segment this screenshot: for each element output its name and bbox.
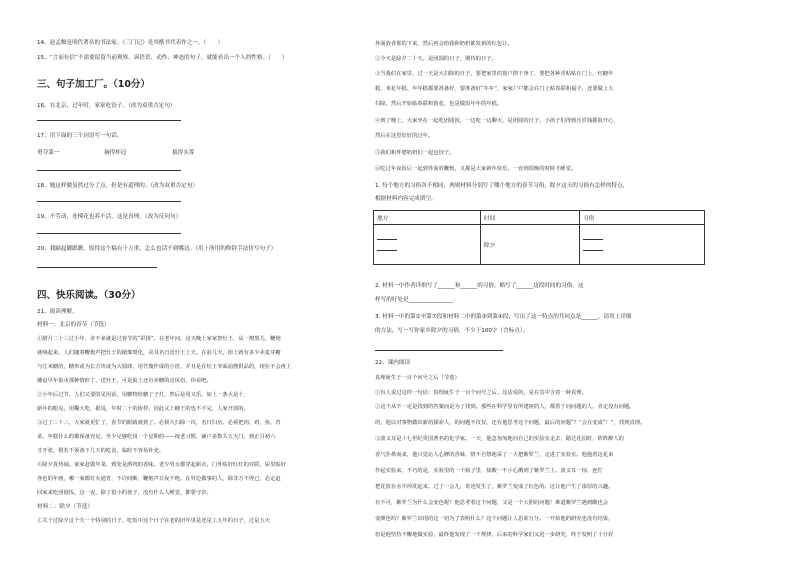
passage-line: 但是他坚持不懈地做实验，最终他发现了一个规律，后来的科学家们又进一步研究，终于发明了十分好 — [375, 532, 614, 538]
answer-line[interactable] — [37, 267, 157, 268]
table-header-time: 时间 — [481, 211, 580, 225]
passage-line: ①有人说过这样一句话：真理诞生于一百个问号之后。这话说的，是在其中含着一种真理。 — [375, 390, 587, 396]
q17-word-3: 拔得头筹 — [172, 150, 195, 156]
passage-line: ②今天是除夕二十天。是团圆的日子，期待的日子。 — [375, 56, 497, 62]
passage-line: 外面放者那的下来，然后再会给我和奶奶都发新的红包让。 — [375, 41, 513, 47]
right-column — [375, 0, 794, 562]
material-1-line: ②小年后过节，人们又要的见用话，用糖物给糖了子灯，然后是用又乐，如上一条大是十， — [37, 392, 249, 398]
answer-line[interactable] — [37, 120, 181, 121]
question-19: 19、不劳动，连棵花也养不活，这是真理。（改为反问句） — [37, 214, 182, 220]
question-22: 22、课内阅读 — [375, 360, 411, 366]
passage-line: ⑤我们和外婆奶奶们一起包饺子。 — [375, 150, 455, 156]
fill-blank[interactable] — [583, 245, 603, 251]
material-2-title: 材料二：除夕（节选） — [37, 504, 93, 510]
passage-line: 的，他以对事物做出新的探索人，的问题不仅仅，还有他思考这个问题，最后的问题“？”会在变成“！”，找到真理。 — [375, 420, 646, 426]
material-1-line: 各色的年画，哪一家都灯火通宵，不许间断，鞭炮声日夜不绝。在外边做事的人，除非万不得已，必定赶 — [37, 476, 281, 482]
q17-word-1: 勇夺第一 — [37, 150, 60, 156]
passage-line: 作起实验来，不巧的是，实验里的一个瓶子里，盐酸一不小心溅到了紫罗兰上。波义耳一惊，连忙 — [375, 468, 603, 474]
passage-line: 糕、米花年糕、年年糕都要准备好，要准备好“年年”，家家户户都会在门上贴春联和福字，还要做上大 — [375, 86, 614, 92]
answer-line[interactable] — [37, 201, 181, 202]
table-cell-place[interactable] — [374, 225, 481, 265]
question-18: 18、她这样做虽然过分了点，但是有道理的。（改为双重否定句） — [37, 183, 198, 189]
fill-blank[interactable] — [377, 245, 397, 251]
reading-question-3b: 的方法，写一写你家乡除夕的习俗，不少于100字（含标点）。 — [375, 328, 529, 334]
material-1-line: 才开张，假若不预备下几天的吃食，临时不容易补充。 — [37, 448, 165, 454]
table-cell-time: 除夕 — [481, 225, 580, 265]
section-3-title: 三、句子加工厂。（10分） — [37, 79, 150, 90]
fill-blank[interactable] — [583, 234, 603, 240]
passage-line: ④到了晚上，大家坐在一起吃团圆饭，一边吃一边聊天，是团圆的日子。小孩子们得到压岁钱都很开心， — [375, 118, 619, 124]
passage-line: ⑥吃过年夜饭后一起到外面放鞭炮，又都是大家新年快乐，一直到很晚的时候才睡觉。 — [375, 166, 577, 172]
passage-line: 把花放在水中冲洗起来。过了一会儿，奇迹发生了，紫罗兰变成了红色的。这让他产生了浓厚的兴趣。 — [375, 484, 614, 490]
answer-line[interactable] — [37, 233, 181, 234]
question-14: 14、赵孟頫是明代著名的书法家。《三门记》是其楷书代表作之一。（ ） — [37, 40, 224, 46]
material-1-line: 回家来吃团圆饭。这一夜，除了很小的孩子，没有什么人睡觉，都要守岁。 — [37, 490, 212, 496]
question-21: 21、阅读理解。 — [37, 309, 78, 315]
reading-question-1: 1. 每个地方的习俗各不相同，两则材料分别写了哪个地方的春节习俗，除夕这天的习俗有怎样的特点， — [375, 183, 629, 189]
fill-blank[interactable] — [377, 234, 397, 240]
material-1-line: ④除夕真热闹。家家赶做年菜，到处是酒肉的香味。老少男女都穿起新衣，门外贴好红红的对联，屋里贴好 — [37, 462, 286, 468]
passage-line: 变颜色吗？紫罗兰出现的这一切为了表明什么？这个问题让人思索万分。一开始他的研究也没有结果， — [375, 516, 614, 522]
question-20: 20、我踮起脚跟瞧，饭得这个稿有千万重，怎么也话不到嘴边。（用上所用的修辞手法仿写句子） — [37, 246, 277, 252]
answer-line[interactable] — [37, 170, 181, 171]
material-1-line: 新年的眼见，用糊大吃，据说，年时二十的街样，因此又上糖王的也不不完，人家开放的。 — [37, 406, 249, 412]
reading-question-2b: 样写的好处是________________。 — [375, 297, 459, 303]
material-1-line: 就响起来，人们随着鞭炮声把灶王的纸像焚化，美其名曰送灶王上天。在前几天，街上就有多少卖麦芽糖 — [37, 350, 281, 356]
question-15: 15、“言而有信”不需要留留当前观察、谚语语、动作、神态的句子，就能看出一个人的性格。（ ） — [37, 55, 288, 61]
table-header-custom: 习俗 — [580, 211, 705, 225]
section-4-title: 四、快乐阅读。（30分） — [37, 290, 141, 301]
q17-word-2: 摘得桂冠 — [104, 150, 127, 156]
material-1-line: ①腊月二十三过小年，差不多就是过春节的“彩排”。在老年间，这天晚上家家祭灶王，从一擦黑儿，鞭炮 — [37, 336, 281, 342]
passage-line: 然后在这里好好的过年。 — [375, 133, 434, 139]
table-header-place: 地方 — [374, 211, 481, 225]
reading-question-3: 3. 材料一中的第②至第⑦段和材料二中的第③到第④段，写出了这一特点的共同点是______，请用上详细 — [375, 314, 632, 320]
passage-line: 扫除，然后开始贴春联和窗花，也是做饭年年的年糕。 — [375, 101, 503, 107]
reading-question-2: 2. 材料一中作者详细写了______和______的习俗，略写了______这段时间的习俗，这 — [375, 283, 584, 289]
material-2-line: ①关于过除夕这个夫一个特别的日子。吃饭中这个日子在老的旧年里是还是工五年的日子，过是五天 — [37, 518, 271, 524]
material-1-line: 与江米糖的，糖形或为长方块或为大圆球，用竹篾作成的小筐，并且是在灶王爷面前摆供品的，现在不会再上 — [37, 364, 292, 370]
passage-line: ②这个从不一定是找到的答案而是为了找到。那些在科学里有所建树的人，都善于问问题的人，肯定没有问题。 — [375, 404, 635, 410]
passage-line: ③波义耳是十七世纪英国著名的化学家。一天，他急匆匆地向自己的实验室走去，路过花园时，阵阵醉人的 — [375, 436, 624, 442]
passage-line: 有不可，紫罗兰为什么会变色呢？他思考着这个问题，又是一个大胆的问题！难道紫罗兰遇到酸也会 — [375, 500, 609, 506]
customs-table — [373, 210, 705, 265]
table-cell-custom[interactable] — [580, 225, 705, 265]
material-1-title: 材料一：北京的春节（节选） — [37, 322, 110, 328]
passage-title: 真理诞生于一百个问号之后（节选） — [375, 375, 460, 381]
answer-line[interactable] — [375, 350, 503, 351]
passage-line: ③当我们在家里，过一天是大扫除的日子。要把家里的窗户擦干净了，要把各种香帖贴在门上，红糖年 — [375, 71, 614, 77]
question-16: 16、在北京，过年时，家家吃饺子。（改为双重否定句） — [37, 103, 176, 109]
reading-question-1b: 根据材料内容完成填空。 — [375, 196, 437, 202]
material-1-line: ③过了二十三，大家就更忙了，春节的眼睛就到了。必须大扫除一次，名曰扫房。必须把肉、鸡、鱼、青 — [37, 420, 281, 426]
question-17: 17、用下面的三个词语写一句话。 — [37, 133, 123, 139]
passage-line: 香气扑鼻而来，他只觉沁人心脾的香味，情不自禁地采了一大把紫罗兰，走进了实验室。他抱着这花束 — [375, 452, 614, 458]
material-1-line: 摊设早年街市那种情形了，送灶王，可是街上还有卖糖的这风俗，你看吧。 — [37, 378, 212, 384]
material-1-line: 菜、年糕什么的都预备充足，至少足够吃用一个星期的——按老习惯，铺户多数关五天门，到正月初六 — [37, 434, 276, 440]
